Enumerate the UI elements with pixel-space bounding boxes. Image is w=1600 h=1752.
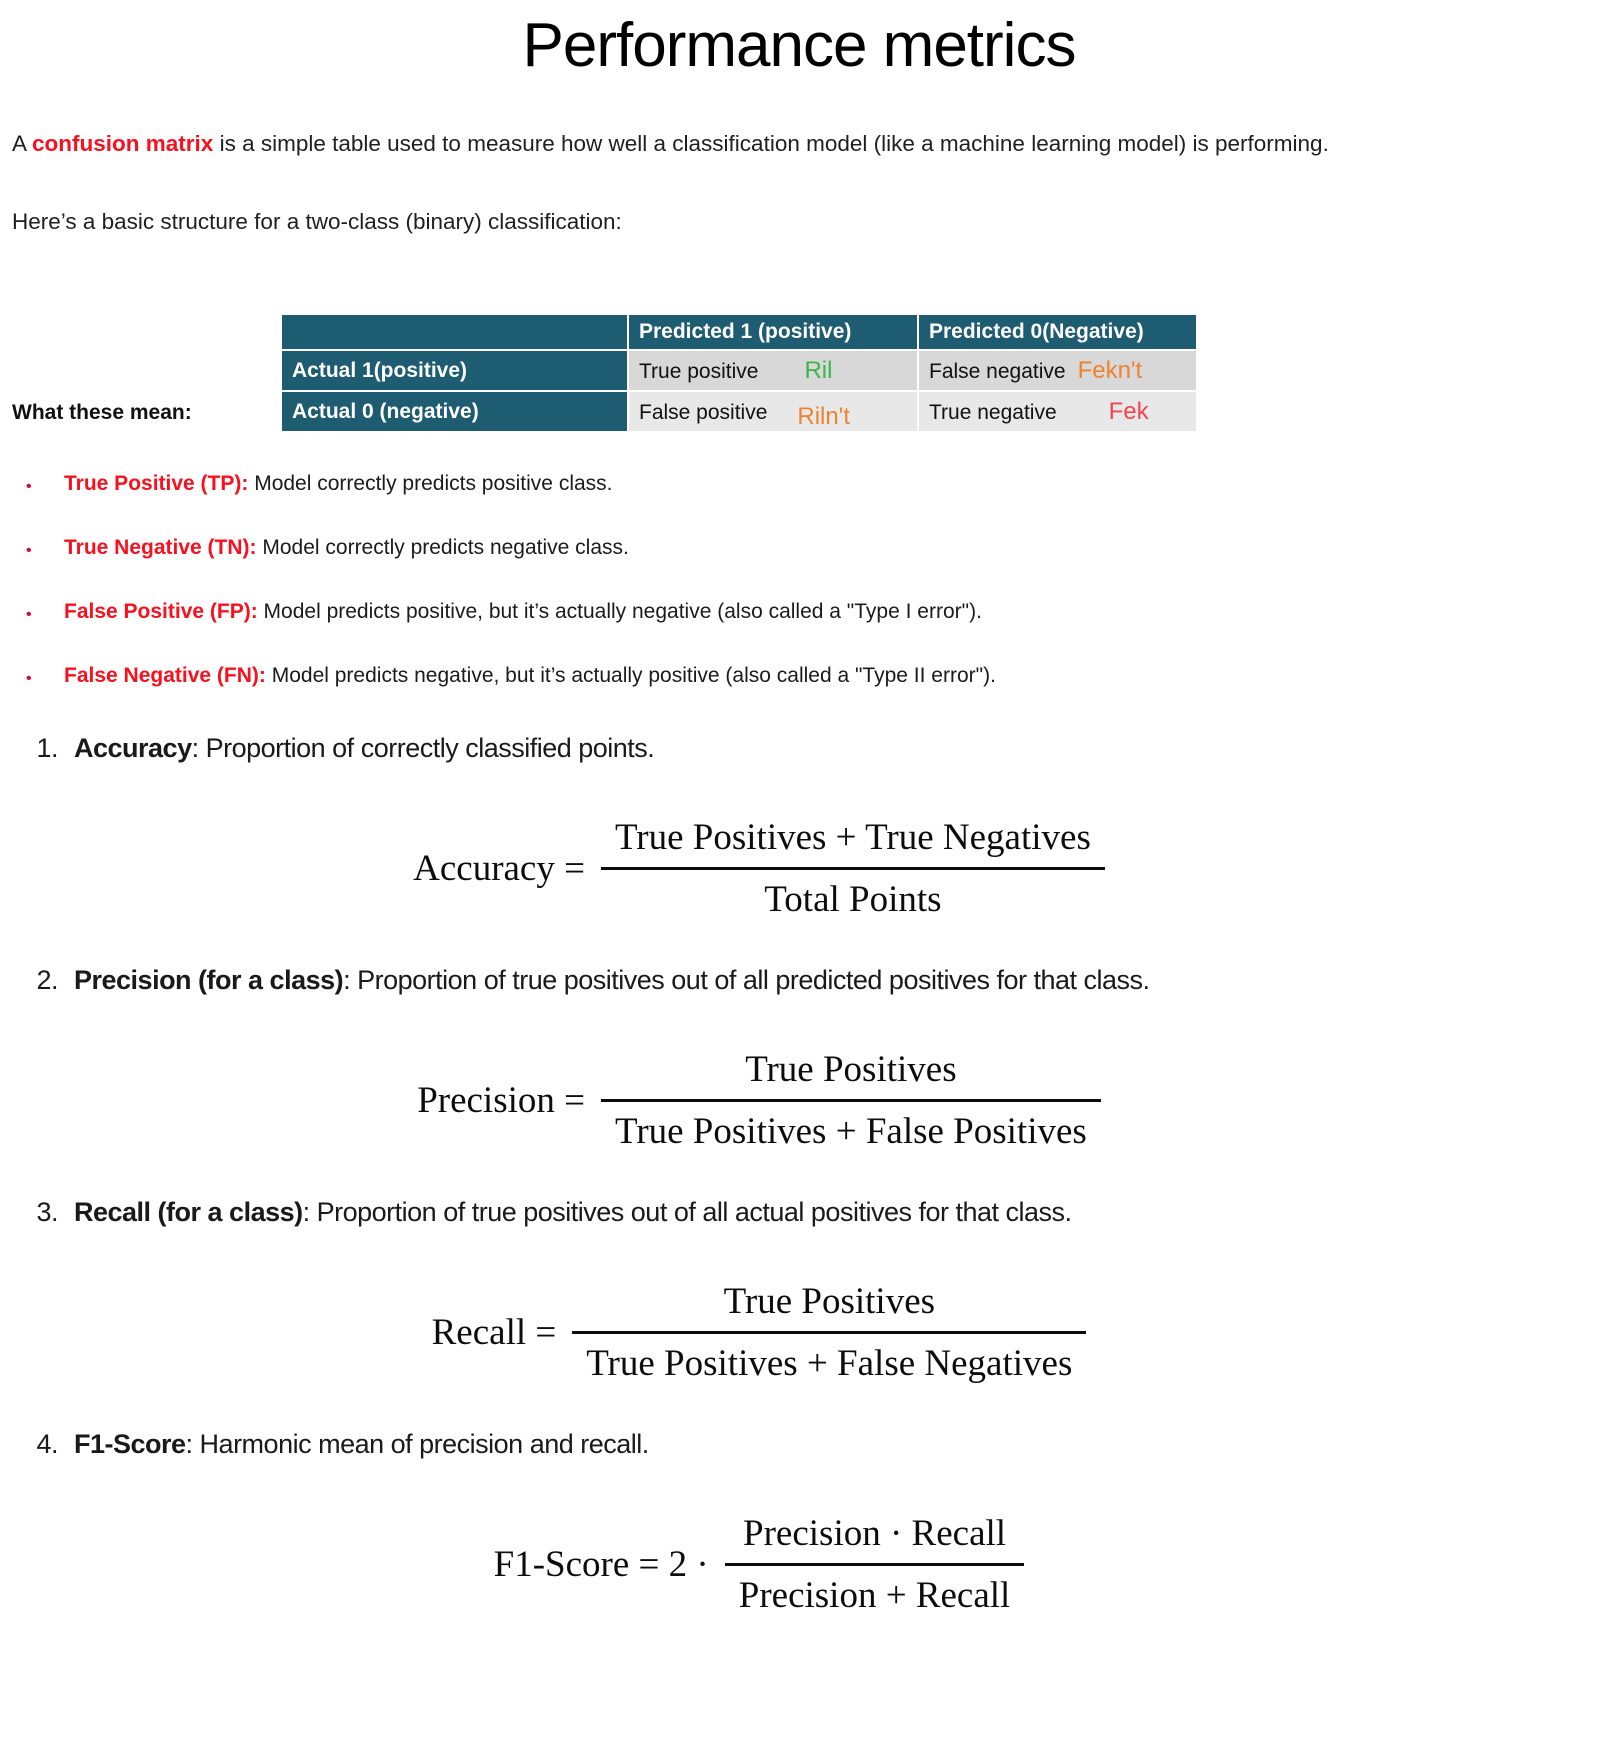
definition-term: False Positive (FP):: [64, 600, 258, 623]
intro-prefix: A: [12, 131, 33, 156]
metric-description: : Proportion of true positives out of all predicted positives for that class.: [343, 965, 1150, 995]
formula-denominator: True Positives + False Positives: [601, 1099, 1101, 1153]
cell-label: True negative: [929, 400, 1057, 424]
formula-numerator: True Positives + True Negatives: [614, 817, 1091, 858]
formula-fraction: [601, 1048, 1101, 1153]
definition-term: True Negative (TN):: [64, 536, 257, 559]
row-header-actual-positive: Actual 1(positive): [282, 351, 627, 390]
formula-recall: [432, 1280, 1087, 1385]
annotation-ril: Ril: [804, 356, 833, 384]
intro-suffix: is a simple table used to measure how well a classification model (like a machine learning model) is performing.: [213, 131, 1329, 156]
formula-numerator: Precision · Recall: [743, 1513, 1007, 1554]
metric-f1-score: [12, 1429, 1586, 1617]
formula-f1-score: [494, 1512, 1025, 1617]
col-header-predicted-negative: Predicted 0(Negative): [919, 315, 1196, 349]
annotation-feknt: Fekn't: [1077, 356, 1143, 384]
metric-text: [74, 1197, 1072, 1228]
formula-denominator: Precision + Recall: [725, 1563, 1025, 1617]
table-header-row: [282, 315, 1196, 349]
formula-accuracy: [413, 816, 1105, 921]
formula-lhs: Accuracy =: [413, 848, 585, 889]
metric-name: Accuracy: [74, 733, 192, 763]
cell-label: False negative: [929, 359, 1066, 383]
metric-number: 3.: [36, 1197, 58, 1227]
definition-true-negative: [12, 535, 1586, 561]
document-page: [12, 10, 1586, 1617]
cell-true-negative: [919, 392, 1196, 431]
definition-term: True Positive (TP):: [64, 472, 249, 495]
corner-cell: [282, 315, 627, 349]
definition-true-positive: [12, 471, 1586, 497]
definition-text: Model predicts positive, but it’s actually negative (also called a "Type I error").: [257, 600, 982, 623]
cell-label: False positive: [639, 400, 768, 424]
formula-denominator: True Positives + False Negatives: [572, 1331, 1086, 1385]
metric-text: [74, 1429, 649, 1460]
annotation-rilnt: Riln't: [797, 402, 850, 430]
cell-true-positive: [629, 351, 917, 390]
confusion-matrix-term: confusion matrix: [32, 131, 214, 156]
formula-fraction: [601, 816, 1105, 921]
row-header-actual-negative: Actual 0 (negative): [282, 392, 627, 431]
metric-number: 2.: [36, 965, 58, 995]
structure-intro-line: Here’s a basic structure for a two-class (binary) classification:: [12, 209, 622, 234]
confusion-matrix-section: [12, 313, 1586, 433]
metric-recall: [12, 1197, 1586, 1385]
definition-text: Model correctly predicts positive class.: [248, 472, 613, 495]
metric-description: : Proportion of true positives out of all actual positives for that class.: [302, 1197, 1072, 1227]
definition-term: False Negative (FN):: [64, 664, 266, 687]
definition-false-negative: [12, 663, 1586, 689]
formula-lhs: Precision =: [417, 1080, 586, 1121]
metrics-list: [12, 733, 1586, 1617]
metric-number: 4.: [36, 1429, 58, 1459]
formula-denominator: Total Points: [601, 867, 1105, 921]
metric-description: : Proportion of correctly classified points.: [191, 733, 655, 763]
metric-name: F1-Score: [74, 1429, 186, 1459]
cell-false-negative: [919, 351, 1196, 390]
matrix-side-label: What these mean:: [12, 401, 192, 424]
table-row-actual-positive: [282, 351, 1196, 390]
metric-precision: [12, 965, 1586, 1153]
table-row-actual-negative: [282, 392, 1196, 431]
definitions-list: [12, 471, 1586, 689]
definition-false-positive: [12, 599, 1586, 625]
formula-precision: [417, 1048, 1101, 1153]
metric-number: 1.: [36, 733, 58, 763]
formula-numerator: True Positives: [745, 1049, 957, 1090]
metric-text: [74, 965, 1150, 996]
page-title: Performance metrics: [522, 11, 1076, 80]
definition-text: Model predicts negative, but it’s actually positive (also called a "Type II error").: [265, 664, 996, 687]
metric-name: Precision (for a class): [74, 965, 344, 995]
definition-text: Model correctly predicts negative class.: [256, 536, 629, 559]
cell-label: True positive: [639, 359, 759, 383]
formula-lhs: F1-Score = 2 ·: [493, 1544, 709, 1585]
formula-lhs: Recall =: [431, 1312, 557, 1353]
intro-paragraph: [12, 121, 1586, 167]
metric-description: : Harmonic mean of precision and recall.: [185, 1429, 649, 1459]
metric-text: [74, 733, 654, 764]
confusion-matrix-table: [280, 313, 1198, 433]
cell-false-positive: [629, 392, 917, 431]
annotation-fek: Fek: [1108, 397, 1149, 425]
formula-fraction: [572, 1280, 1086, 1385]
metric-name: Recall (for a class): [74, 1197, 303, 1227]
formula-fraction: [725, 1512, 1025, 1617]
metric-accuracy: [12, 733, 1586, 921]
col-header-predicted-positive: Predicted 1 (positive): [629, 315, 917, 349]
formula-numerator: True Positives: [723, 1281, 936, 1322]
